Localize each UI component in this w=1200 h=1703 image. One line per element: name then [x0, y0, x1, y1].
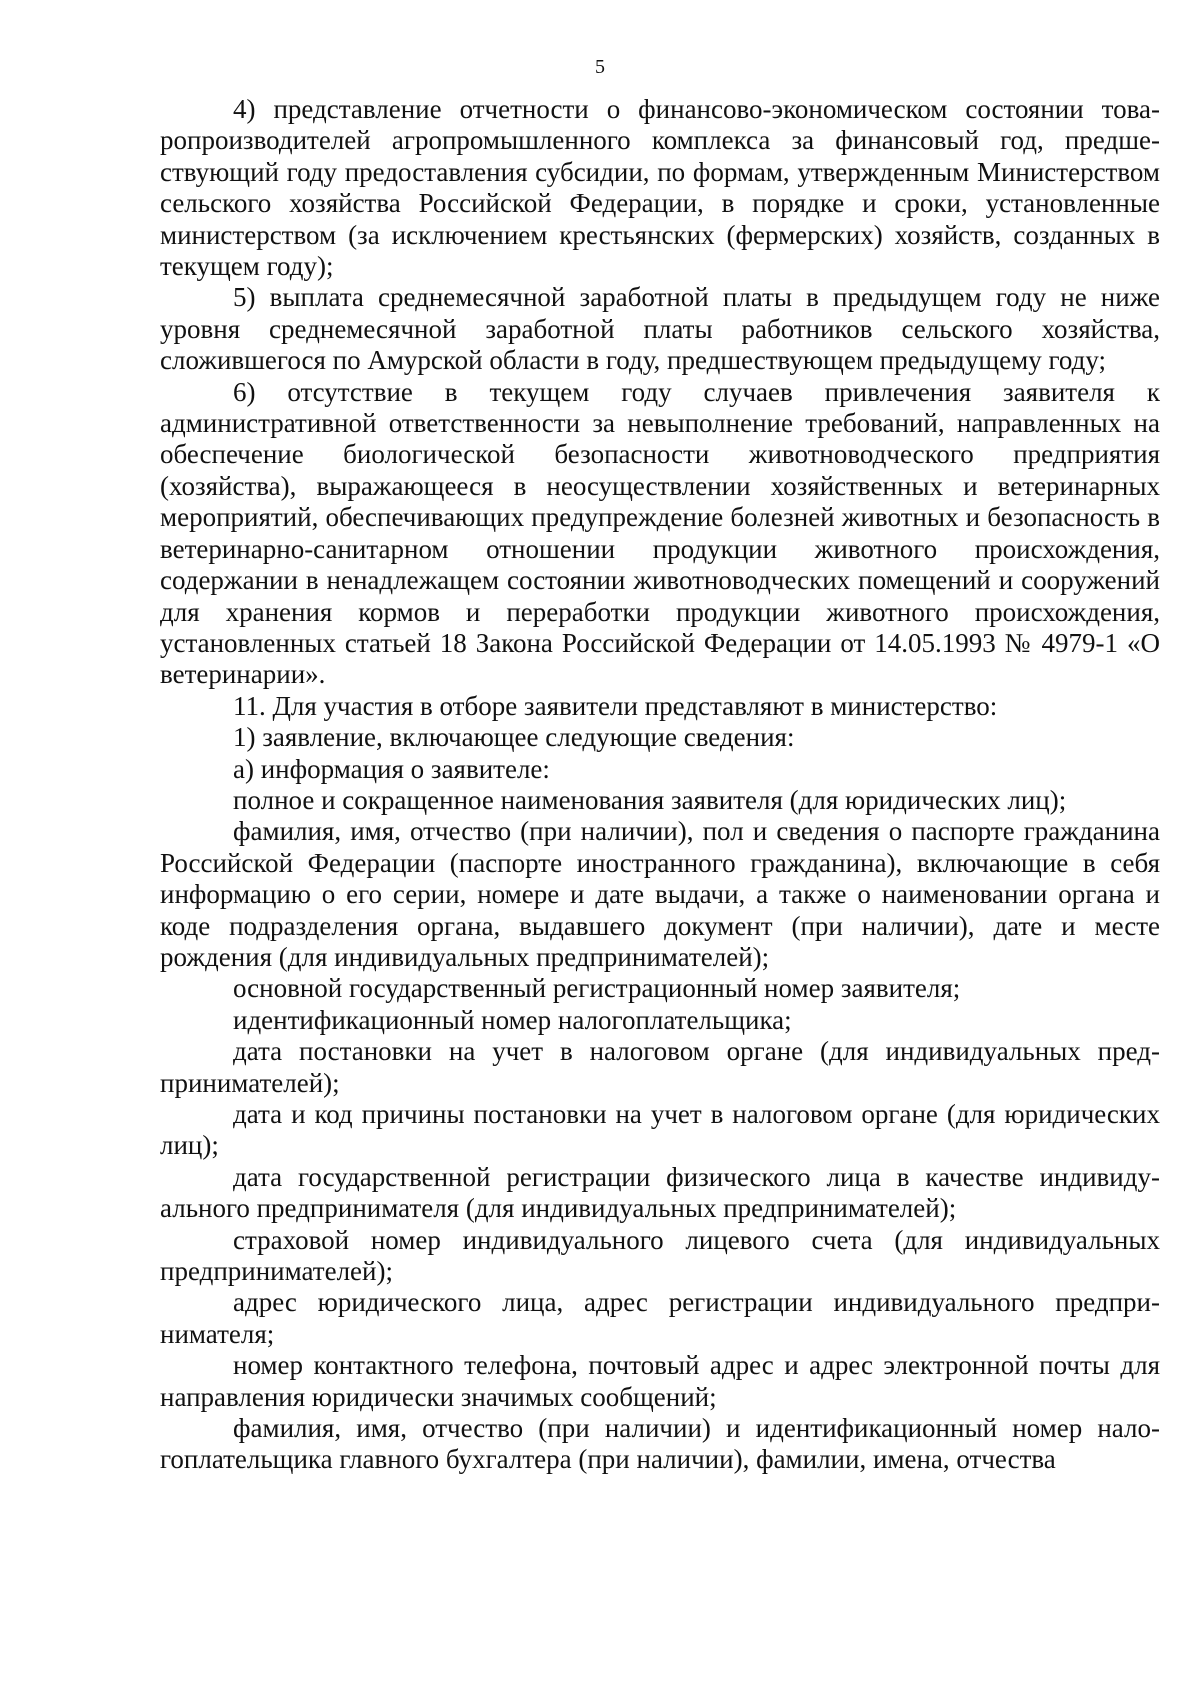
paragraph-tax-registration-ul: дата и код причины постановки на учет в налоговом органе (для юридических лиц);	[160, 1099, 1160, 1161]
paragraph-full-name: полное и сокращенное наименования заявителя (для юридических лиц);	[233, 784, 1067, 815]
paragraph-address: адрес юридического лица, адрес регистрации индивидуального предпринимателя;	[160, 1287, 1160, 1349]
paragraph-item-6: 6) отсутствие в текущем году случаев привлечения заявителя к административной ответственности за невыполнение требований, направленных на обеспечение биологической безопасности животноводческого предприятия (хозяйства), выражающееся в неосуществлении хозяйственных и ветеринарных мероприятий, обеспечивающих предупреждение болезней животных и безопасность в ветеринарно-санитарном отношении продукции животного происхождения, содержании в ненадлежащем состоянии животноводческих помещений и сооружений для хранения кормов и переработки продукции животного происхождения, установленных статьей 18 Закона Российской Федерации от 14.05.1993 № 4979-1 «О ветеринарии».	[160, 376, 1160, 690]
paragraph-state-registration: дата государственной регистрации физического лица в качестве индивидуального предпринимателя (для индивидуальных предпринимателей);	[160, 1161, 1160, 1224]
paragraph-item-5: 5) выплата среднемесячной заработной платы в предыдущем году не ниже уровня среднемесячной заработной платы работников сельского хозяйства, сложившегося по Амурской области в году, предшествующем предыдущему году;	[160, 282, 1160, 376]
paragraph-subitem-a: а) информация о заявителе:	[233, 753, 550, 784]
paragraph-inn: идентификационный номер налогоплательщика;	[233, 1004, 792, 1035]
paragraph-snils: страховой номер индивидуального лицевого счета (для индивидуальных предпринимателей);	[160, 1224, 1160, 1287]
document-body	[160, 94, 1160, 1476]
paragraph-personal-data: фамилия, имя, отчество (при наличии), пол и сведения о паспорте гражданина Российской Федерации (паспорте иностранного гражданина), включающие в себя информацию о его серии, номере и дате выдачи, а также о наименовании органа и коде подразделения органа, выдавшего документ (при наличии), дате и месте рождения (для индивидуальных предпринимателей);	[160, 816, 1160, 972]
page-number: 5	[595, 56, 605, 78]
paragraph-tax-registration-ip: дата постановки на учет в налоговом органе (для индивидуальных предпринимателей);	[160, 1036, 1160, 1098]
paragraph-contacts: номер контактного телефона, почтовый адрес и адрес электронной почты для направления юридически значимых сообщений;	[160, 1350, 1160, 1412]
paragraph-subitem-1: 1) заявление, включающее следующие сведения:	[233, 722, 795, 753]
paragraph-accountant: фамилия, имя, отчество (при наличии) и идентификационный номер налогоплательщика главного бухгалтера (при наличии), фамилии, имена, отчества	[160, 1413, 1160, 1475]
paragraph-clause-11: 11. Для участия в отборе заявители представляют в министерство:	[233, 690, 998, 721]
paragraph-ogrn: основной государственный регистрационный номер заявителя;	[233, 973, 961, 1004]
paragraph-item-4: 4) представление отчетности о финансово-экономическом состоянии товаропроизводителей агропромышленного комплекса за финансовый год, предшествующий году предоставления субсидии, по формам, утвержденным Министерством сельского хозяйства Российской Федерации, в порядке и сроки, установленные министерством (за исключением крестьянских (фермерских) хозяйств, созданных в текущем году);	[160, 94, 1160, 282]
